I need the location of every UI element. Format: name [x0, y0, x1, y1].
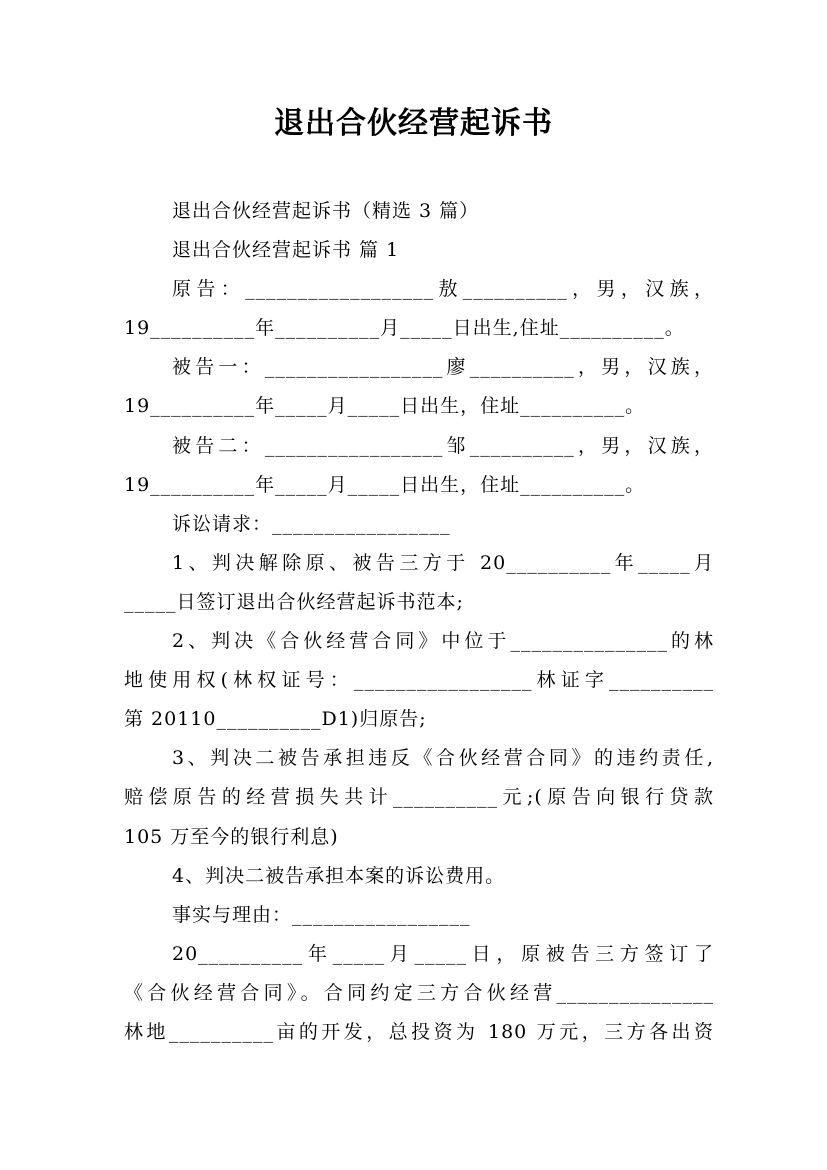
document-body	[124, 192, 714, 1052]
claims-heading-line: 诉讼请求：_________________	[172, 512, 451, 535]
facts-line-two: 《合伙经营合同》。合同约定三方合伙经营_______________	[124, 981, 714, 1004]
claim-two-end-line: 第 20110__________D1)归原告;	[124, 708, 427, 731]
claim-three-end-line: 105 万至今的银行利息)	[124, 825, 339, 848]
claim-three-continuation-line: 赔偿原告的经营损失共计__________元;(原告向银行贷款	[124, 786, 714, 809]
plaintiff-line: 原告：__________________敖__________，男，汉族，	[172, 278, 714, 301]
facts-line-one: 20__________年_____月_____日，原被告三方签订了	[172, 942, 714, 965]
facts-heading-line: 事实与理由：_________________	[172, 903, 471, 926]
defendant-one-line: 被告一：_________________廖__________，男，汉族，	[172, 356, 714, 379]
claim-two-line: 2、判决《合伙经营合同》中位于_______________的林	[172, 630, 714, 653]
claim-four-line: 4、判决二被告承担本案的诉讼费用。	[172, 864, 506, 887]
defendant-one-birth-line: 19__________年_____月_____日出生，住址__________。	[124, 395, 646, 418]
claim-three-line: 3、判决二被告承担违反《合伙经营合同》的违约责任,	[172, 747, 714, 770]
defendant-two-line: 被告二：_________________邹__________，男，汉族，	[172, 434, 714, 457]
claim-two-continuation-line: 地使用权(林权证号：_________________林证字__________	[124, 669, 714, 692]
section-heading-line: 退出合伙经营起诉书 篇 1	[172, 239, 400, 262]
subtitle-line: 退出合伙经营起诉书（精选 3 篇）	[172, 200, 480, 222]
facts-line-three: 林地__________亩的开发，总投资为 180 万元，三方各出资	[124, 1020, 714, 1043]
claim-one-continuation-line: _____日签订退出合伙经营起诉书范本;	[124, 590, 464, 613]
plaintiff-birth-line: 19__________年__________月_____日出生,住址__________。	[124, 317, 685, 340]
document-title: 退出合伙经营起诉书	[274, 106, 553, 141]
claim-one-line: 1、判决解除原、被告三方于 20__________年_____月	[172, 551, 714, 574]
defendant-two-birth-line: 19__________年_____月_____日出生，住址__________。	[124, 473, 646, 496]
